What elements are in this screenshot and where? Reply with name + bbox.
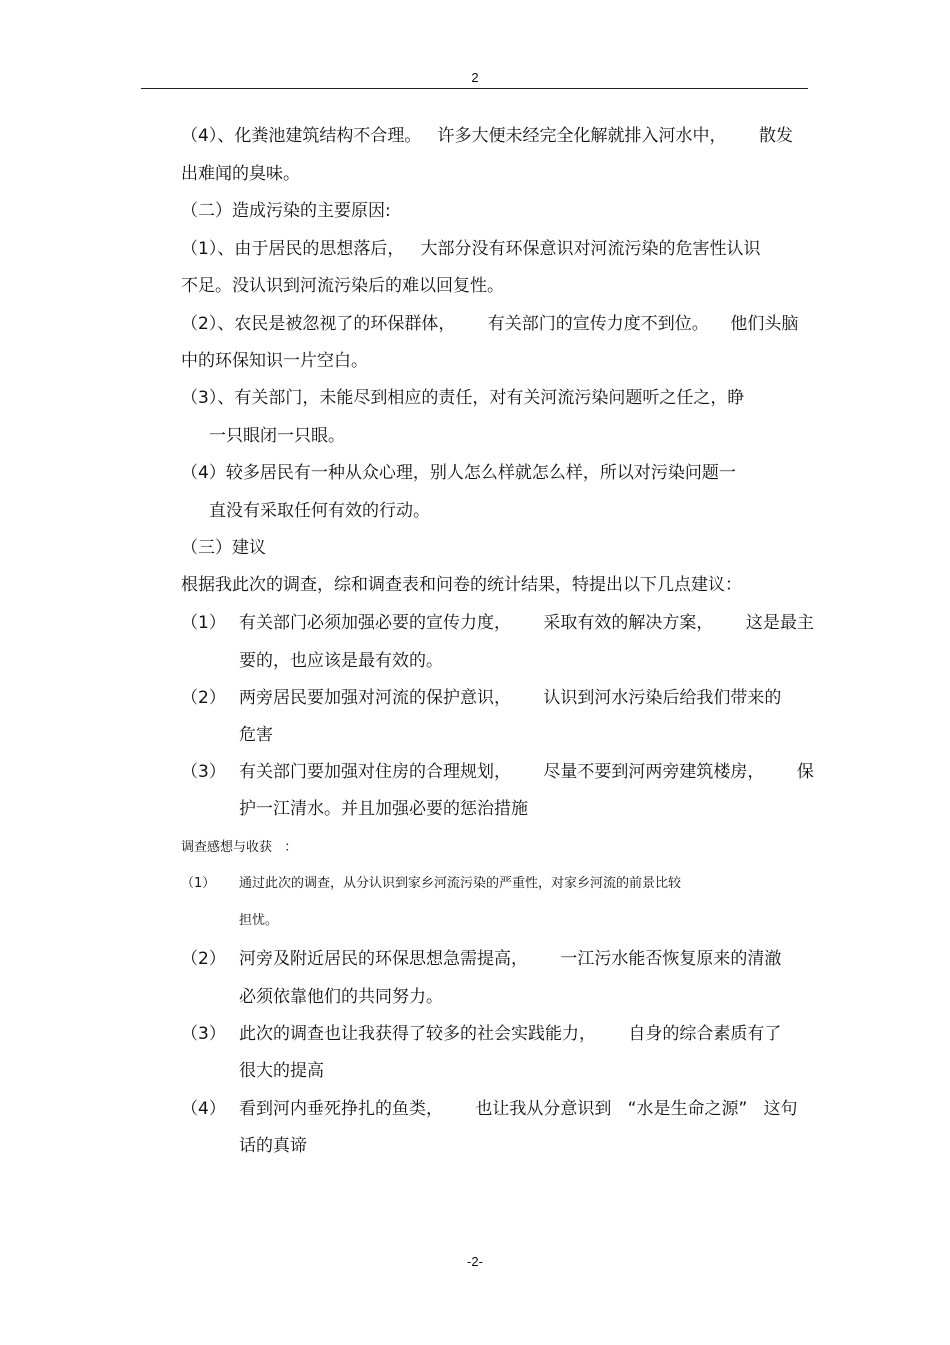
item-text: 危害	[239, 725, 273, 745]
item-text: 担忧。	[239, 913, 279, 928]
item-text: 通过此次的调查，从分认识到家乡河流污染的严重性，对家乡河流的前景比较	[239, 876, 682, 891]
item-text: 话的真谛	[239, 1136, 307, 1156]
item-number: （3）	[181, 762, 226, 782]
body-line: （4）较多居民有一种从众心理，别人怎么样就怎么样，所以对污染问题一	[181, 463, 736, 483]
item-number: （3）	[181, 1024, 226, 1044]
item-text: 有关部门必须加强必要的宣传力度， 采取有效的解决方案， 这是最主	[239, 613, 814, 633]
item-text: 很大的提高	[239, 1061, 324, 1081]
item-text: 河旁及附近居民的环保思想急需提高， 一江污水能否恢复原来的清澈	[239, 949, 782, 969]
body-line: 出难闻的臭味。	[181, 164, 300, 184]
page-footer-number: -2-	[467, 1254, 483, 1269]
body-line: （1）、由于居民的思想落后， 大部分没有环保意识对河流污染的危害性认识	[181, 239, 761, 259]
item-text: 要的，也应该是最有效的。	[239, 651, 443, 671]
item-number: （2）	[181, 949, 226, 969]
body-line: 直没有采取任何有效的行动。	[209, 501, 430, 521]
section-heading-suggestions: （三）建议	[181, 538, 266, 558]
page-header-number: 2	[471, 70, 479, 85]
section-heading-reflections: 调查感想与收获 ：	[181, 840, 298, 855]
body-line: （2）、农民是被忽视了的环保群体， 有关部门的宣传力度不到位。 他们头脑	[181, 314, 799, 334]
header-rule	[141, 88, 808, 89]
section-heading-causes: （二）造成污染的主要原因:	[181, 201, 391, 221]
body-line: 中的环保知识一片空白。	[181, 351, 368, 371]
item-text: 必须依靠他们的共同努力。	[239, 987, 443, 1007]
item-text: 此次的调查也让我获得了较多的社会实践能力， 自身的综合素质有了	[239, 1024, 782, 1044]
body-line: 不足。没认识到河流污染后的难以回复性。	[181, 276, 504, 296]
item-text: 两旁居民要加强对河流的保护意识， 认识到河水污染后给我们带来的	[239, 688, 782, 708]
body-line: （3）、有关部门，未能尽到相应的责任，对有关河流污染问题听之任之，睁	[181, 388, 745, 408]
body-line: （4）、化粪池建筑结构不合理。 许多大便未经完全化解就排入河水中， 散发	[181, 126, 793, 146]
item-text: 有关部门要加强对住房的合理规划， 尽量不要到河两旁建筑楼房， 保	[239, 762, 814, 782]
item-text: 护一江清水。并且加强必要的惩治措施	[239, 799, 528, 819]
item-number: （1）	[181, 876, 216, 891]
item-number: （1）	[181, 613, 226, 633]
item-number: （4）	[181, 1099, 226, 1119]
item-text: 看到河内垂死挣扎的鱼类， 也让我从分意识到 “水是生命之源” 这句	[239, 1099, 798, 1119]
body-line: 根据我此次的调查，综和调查表和问卷的统计结果，特提出以下几点建议：	[181, 575, 742, 595]
body-line: 一只眼闭一只眼。	[209, 426, 345, 446]
item-number: （2）	[181, 688, 226, 708]
